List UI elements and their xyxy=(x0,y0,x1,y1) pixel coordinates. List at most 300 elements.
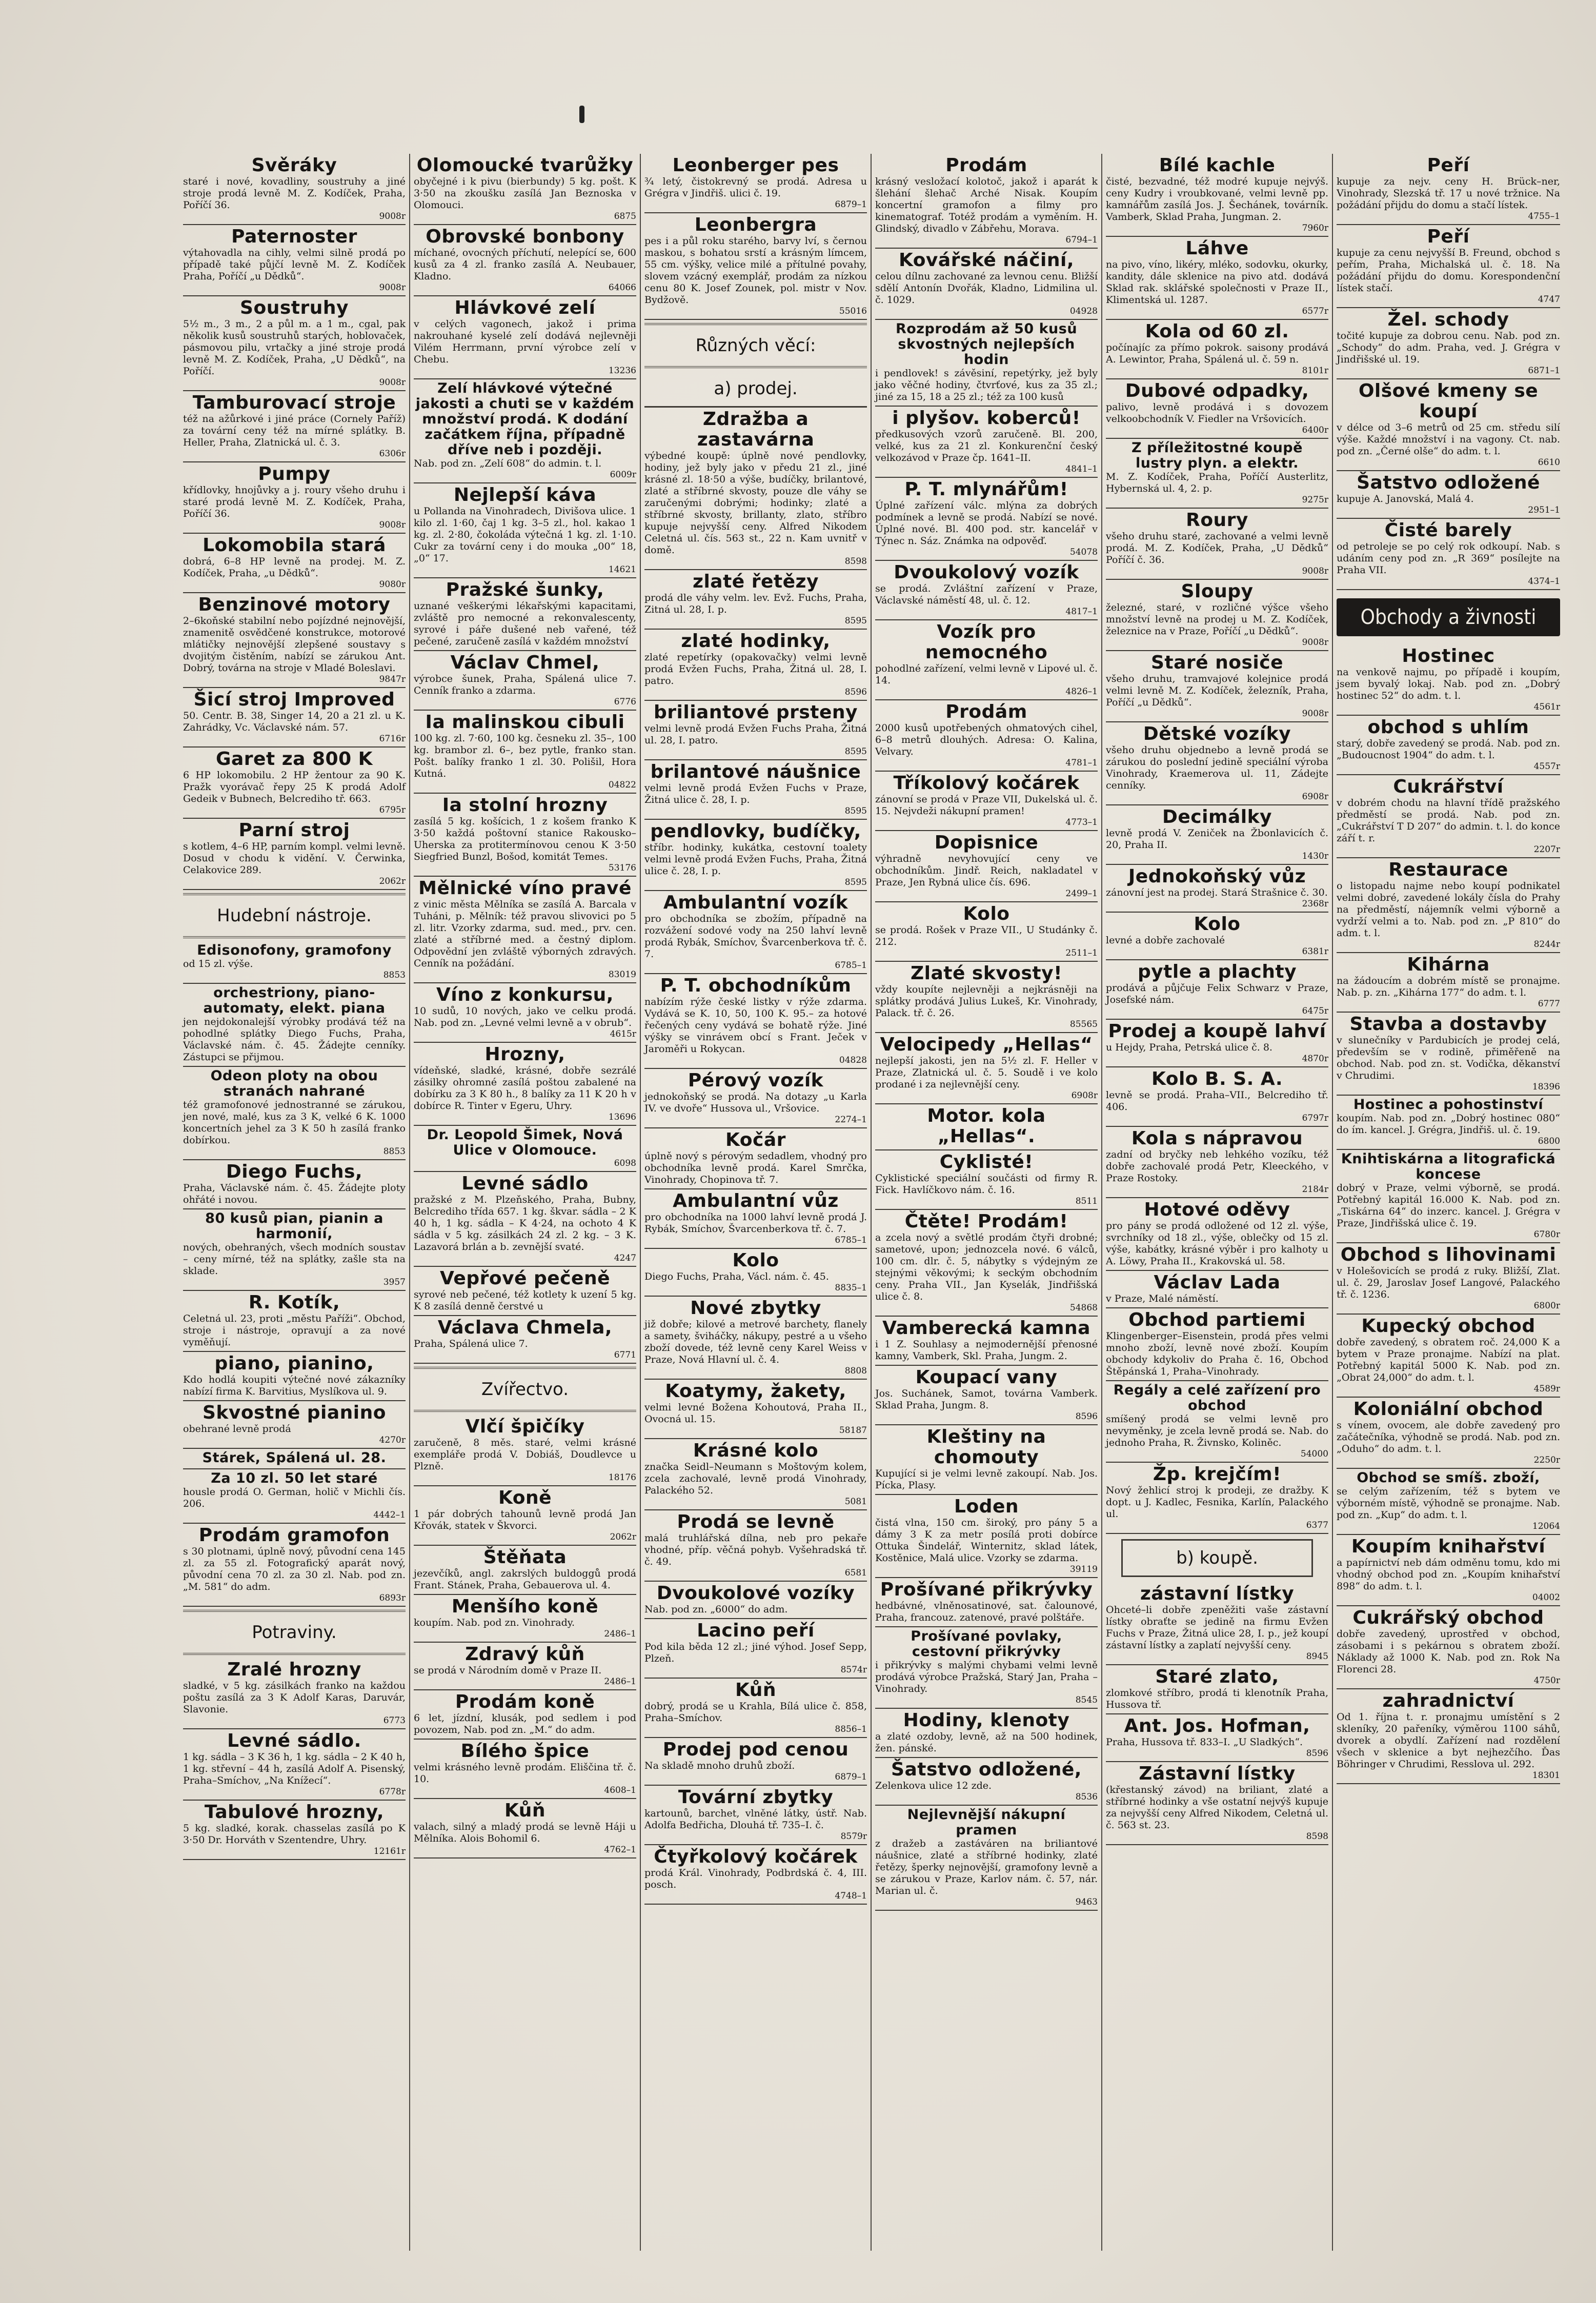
classified-ad xyxy=(644,1510,867,1582)
classified-ad xyxy=(183,819,406,890)
ad-reference-code: 2062r xyxy=(379,876,406,886)
classified-ad xyxy=(875,1317,1098,1366)
classified-ad xyxy=(1106,1665,1328,1714)
ad-body-text: velmi levně prodá Evžen Fuchs v Praze, Žitná ulice č. 28, I. p. xyxy=(644,782,867,805)
ad-headline: Šicí stroj Improved xyxy=(193,689,395,710)
classified-ad xyxy=(1337,775,1560,858)
classified-ad xyxy=(1106,1762,1328,1845)
ad-headline: Kůň xyxy=(735,1680,777,1701)
ad-headline: Čisté barely xyxy=(1384,520,1512,541)
ad-body-text: velmi krásného levně prodám. Eliščina tř. č. 10. xyxy=(414,1762,636,1785)
classified-ad xyxy=(644,1738,867,1786)
ad-headline: Koupací vany xyxy=(915,1367,1058,1388)
ad-body-text: 5 kg. sladké, korak. chasselas zasílá po K 3·50 Dr. Horváth v Szentendre, Uhry. xyxy=(183,1823,406,1846)
ad-reference-code: 54078 xyxy=(1069,547,1098,557)
classified-ad xyxy=(644,974,867,1069)
classified-ad xyxy=(183,296,406,391)
ad-headline: 80 kusů pian, pianin a harmonií, xyxy=(205,1210,383,1242)
ad-body-text: se prodá. Zvláštní zařízení v Praze, Václavské náměstí 48, ul. č. 12. xyxy=(875,583,1098,606)
ad-reference-code: 8596 xyxy=(1306,1748,1328,1759)
ad-headline: Nejlepší káva xyxy=(453,484,597,506)
ad-headline: Hostinec a pohostinství xyxy=(1353,1097,1544,1113)
classified-ad xyxy=(644,1439,867,1510)
ad-body-text: pro obchodníka na 1000 lahví levně prodá J. Rybák, Smíchov, Švarcenberkova tř. č. 7. xyxy=(644,1211,867,1235)
ad-reference-code: 6400r xyxy=(1302,425,1328,435)
ad-headline: Nové zbytky xyxy=(690,1298,821,1319)
ad-body-text: palivo, levně prodává i s dovozem velkoobchodník V. Fiedler na Vršovicích. xyxy=(1106,401,1328,425)
ad-headline: Restaurace xyxy=(1388,859,1508,880)
ad-headline: Láhve xyxy=(1185,238,1249,259)
classified-ad xyxy=(183,593,406,688)
ad-reference-code: 58187 xyxy=(839,1425,867,1436)
ad-reference-code: 8579r xyxy=(840,1831,867,1842)
ad-headline: Zlaté skvosty! xyxy=(911,963,1062,984)
ad-body-text: a zcela nový a světlé prodám čtyři drobné; sametové, upon; jednozcela nové. 6 válců, 100 cm. dlr. č. 5, nábytky s výdejným ze stejnými věkovými; k seckým obchodním ceny. Praha VII., Jan Kyselák, Jindřišská ulice č. 8. xyxy=(875,1232,1098,1302)
ad-headline: Stavba a dostavby xyxy=(1349,1014,1547,1035)
ad-body-text: výrobce šunek, Praha, Spálená ulice 7. Cenník franko a zdarma. xyxy=(414,673,636,696)
ad-headline: Diego Fuchs, xyxy=(226,1161,363,1182)
ad-body-text: 2–6koňské stabilní nebo pojízdné nejnovější, znamenitě osvědčené konstrukce, motorové mlátičky nejnovější zlepšené soustavy s dvojitým čistěním, nabízí se zárukou Ant. Dobrý, továrna na stroje v Mladé Boleslavi. xyxy=(183,615,406,674)
ad-reference-code: 4747 xyxy=(1538,294,1560,305)
ad-body-text: Nab. pod zn. „Zelí 608“ do admin. t. l. xyxy=(414,458,602,469)
ad-reference-code: 04822 xyxy=(608,780,636,790)
classified-ad xyxy=(183,1067,406,1160)
classified-ad xyxy=(1106,1067,1328,1127)
ad-body-text: levně se prodá. Praha–VII., Belcrediho tř. 406. xyxy=(1106,1089,1328,1113)
ad-headline: Koatymy, žakety, xyxy=(665,1381,846,1402)
classified-ad xyxy=(644,154,867,213)
ad-headline: Pérový vozík xyxy=(688,1070,824,1091)
classified-ad xyxy=(183,1449,406,1469)
ad-body-text: zasílá 5 kg. košícich, 1 z košem franko K 3·50 každá poštovní stanice Rakousko–Uherska za protitermínovou cenou K 3·50 Siegfried Bunzl, Bošod, komitát Temes. xyxy=(414,816,636,862)
ad-headline: brilantové náušnice xyxy=(650,761,861,782)
classified-ad xyxy=(183,1469,406,1524)
classified-ad xyxy=(644,1069,867,1128)
ad-reference-code: 2250r xyxy=(1533,1455,1560,1465)
ad-headline: Zdražba a zastavárna xyxy=(697,409,815,450)
classified-ad xyxy=(644,1582,867,1619)
ad-body-text: a zlaté ozdoby, levně, až na 500 hodinek, žen. pánské. xyxy=(875,1731,1098,1754)
classified-ad xyxy=(644,1249,867,1297)
ad-body-text: všeho druhu, tramvajové kolejnice prodá velmi levně M. Z. Kodíček, železník, Praha, Poříčí „u Dědků“. xyxy=(1106,673,1328,708)
ad-body-text: dobře zavedený, s obratem roč. 24,000 K a bytem v Praze pronajme. Nabízí na plat. Potřebný kapitál 5000 K. Nab. pod zn. „Obrat 24,000“ do adm. t. l. xyxy=(1337,1337,1560,1383)
ad-headline: Zelí hlávkové výtečné jakosti a chuti se v každém množství prodá. K dodání začátkem října, případně dříve neb i později. xyxy=(415,380,635,458)
classified-ad xyxy=(414,1643,636,1690)
ad-headline: Prodám gramofon xyxy=(198,1525,390,1546)
classified-ad xyxy=(414,711,636,794)
ad-body-text: Diego Fuchs, Praha, Václ. nám. č. 45. xyxy=(644,1271,829,1282)
classified-ad xyxy=(1337,1315,1560,1398)
classified-ad xyxy=(414,154,636,225)
ad-headline: Loden xyxy=(954,1496,1019,1517)
ad-body-text: 10 sudů, 10 nových, jako ve celku prodá. Nab. pod zn. „Levné velmi levně a v obrub“. xyxy=(414,1005,636,1028)
ad-reference-code: 4773–1 xyxy=(1065,817,1098,827)
ad-body-text: levně prodá V. Zeniček na Žbonlavicích č. 20, Praha II. xyxy=(1106,827,1328,851)
ad-body-text: Klingenberger–Eisenstein, prodá přes velmi mnoho zboží, levně nové zboží. Koupím obchody kdykoliv do Praha č. 16, Obchod Štěpánská 1, Praha–Vinohrady. xyxy=(1106,1330,1328,1377)
ad-body-text: Praha, Hussova tř. 833–I. „U Sladkých“. xyxy=(1106,1736,1303,1748)
ad-reference-code: 2368r xyxy=(1302,899,1328,909)
ad-headline: Kolo xyxy=(1194,914,1241,935)
ad-body-text: Na skladě mnoho druhů zboží. xyxy=(644,1760,795,1771)
ad-reference-code: 4442–1 xyxy=(373,1510,406,1520)
ad-reference-code: 9080r xyxy=(379,579,406,590)
ad-body-text: Od 1. října t. r. pronajmu umístění s 2 skleníky, 20 pařeníky, výměrou 1100 sáhů, dvorek a obydlí. Zařízení nad rozdělení všech v sklenice a byt nejhezčího. Ďas Böhringer v Chrudimi, Resslova ul. 292. xyxy=(1337,1711,1560,1770)
ad-headline: Vozík pro nemocného xyxy=(925,621,1048,663)
classified-ad xyxy=(1337,154,1560,225)
classified-ad xyxy=(1106,1714,1328,1762)
classified-ad xyxy=(1106,1381,1328,1463)
ad-reference-code: 8598 xyxy=(844,556,867,567)
ad-body-text: též na ažůrkové i jiné práce (Cornely Paříž) za tovární ceny též na mírné splátky. B. Heller, Praha, Zlatnická ul. č. 3. xyxy=(183,413,406,448)
ad-body-text: Nab. pod zn. „6000“ do adm. xyxy=(644,1604,788,1615)
classified-ad xyxy=(1106,1463,1328,1534)
ad-headline: Peří xyxy=(1427,155,1470,176)
ad-body-text: pražské z M. Plzeňského, Praha, Bubny, Belcrediho třída 657. 1 kg. škvar. sádla – 2 K 40 h, 1 kg. sádla – K 4·24, na ochoto 4 K sádla v 5 kg. zásilkách 24 zl. 2 kg. – 3 K. Lazavorá brlán a b. zevnější svaté. xyxy=(414,1194,636,1252)
ad-reference-code: 8536 xyxy=(1075,1792,1098,1802)
classified-ad xyxy=(875,1210,1098,1317)
column-6 xyxy=(1333,154,1564,2251)
ad-reference-code: 04828 xyxy=(839,1055,867,1065)
ad-headline: Hotové oděvy xyxy=(1144,1199,1290,1220)
ad-reference-code: 9008r xyxy=(1302,637,1328,648)
ad-headline: Vepřové pečeně xyxy=(440,1268,610,1289)
ad-headline: Knihtiskárna a litografická koncese xyxy=(1341,1151,1556,1182)
classified-ad xyxy=(414,1415,636,1486)
ad-reference-code: 4762–1 xyxy=(604,1845,636,1855)
ad-body-text: obyčejné i k pivu (bierbundy) 5 kg. pošt. K 3·50 na zkoušku zasílá Jan Beznoska v Olomouci. xyxy=(414,176,636,211)
ad-body-text: z vinic města Mělníka se zasílá A. Barcala v Tuháni, p. Mělník: též pravou slivovici po 5 zl. litr. Vzorky zdarma, sud. med., prv. cen. zlaté a stříbrné med. a čestný diplom. Odpovědní jen zvláště výborných zdravých. Cenník na požádání. xyxy=(414,899,636,969)
ad-headline: Zástavní lístky xyxy=(1139,1763,1296,1784)
ad-headline: zlaté hodinky, xyxy=(681,631,831,652)
ad-body-text: od petroleje se po celý rok odkoupí. Nab. s udáním ceny pod zn. „R 369“ posílejte na Praha VII. xyxy=(1337,541,1560,576)
column-4 xyxy=(872,154,1102,2251)
ad-reference-code: 6871–1 xyxy=(1528,366,1560,376)
classified-ad xyxy=(183,1801,406,1860)
ad-reference-code: 6800 xyxy=(1538,1136,1560,1146)
ad-reference-code: 8856–1 xyxy=(835,1724,867,1734)
classified-ad xyxy=(1337,379,1560,471)
print-mark xyxy=(579,106,584,123)
ad-body-text: s vínem, ovocem, ale dobře zavedený pro začátečníka, výhodně se prodá. Nab. pod zn. „Oduho“ do adm. t. l. xyxy=(1337,1420,1560,1454)
classified-ad xyxy=(875,320,1098,407)
ad-headline: obchod s uhlím xyxy=(1367,717,1529,738)
ad-headline: Kůň xyxy=(504,1800,546,1821)
ad-reference-code: 12064 xyxy=(1532,1521,1560,1531)
ad-body-text: v Holešovicích se prodá z ruky. Bližší, Zlat. ul. č. 29, Jaroslav Josef Langové, Palackého tř. č. 1236. xyxy=(1337,1265,1560,1300)
ad-reference-code: 6893r xyxy=(379,1593,406,1603)
ad-reference-code: 7960r xyxy=(1302,223,1328,233)
ad-body-text: z dražeb a zastáváren na briliantové náušnice, zlaté a stříbrné hodinky, zlaté řetězy, šperky nejnovější, gramofony levně a se zárukou v Praze, Karlov nám. č. 57, nár. Marian ul. č. xyxy=(875,1838,1098,1896)
classified-ad xyxy=(875,1806,1098,1911)
classified-ad xyxy=(1337,519,1560,590)
ad-reference-code: 18176 xyxy=(608,1472,636,1483)
ad-headline: Ambulantní vozík xyxy=(663,892,848,913)
classified-ad xyxy=(414,794,636,877)
classified-ad xyxy=(183,748,406,819)
ad-body-text: se prodá. Rošek v Praze VII., U Studánky č. 212. xyxy=(875,924,1098,947)
ad-body-text: se celým zařízením, též s bytem ve výborném místě, výhodně se pronajme. Nab. pod zn. „Kup“ do adm. t. l. xyxy=(1337,1486,1560,1521)
ad-headline: Ambulantní vůz xyxy=(673,1190,839,1211)
classified-ad xyxy=(414,1486,636,1546)
ad-headline: Rozprodám až 50 kusů skvostných nejlepších hodin xyxy=(895,321,1078,368)
ad-reference-code: 9008r xyxy=(379,377,406,388)
classified-ad xyxy=(414,483,636,578)
column-2 xyxy=(410,154,641,2251)
ad-body-text: stříbr. hodinky, kukátka, cestovní toalety velmi levně prodá Evžen Fuchs, Praha, Žitná ulice č. 28, I. p. xyxy=(644,842,867,877)
ad-body-text: nabízím rýže české listky v rýže zdarma. Vydává se K. 10, 50, 100 K. 95.– za hotové řečených ceny vydává se bohatě rýže. Jiné výšky se vinrávem obcí s Frant. Ječek v Jaroměři u Rokycan. xyxy=(644,996,867,1055)
ad-headline: Hodiny, klenoty xyxy=(903,1710,1070,1731)
ad-body-text: kupuje za cenu nejvyšší B. Freund, obchod s peřím, Praha, Michalská ul. č. 18. Na požádání přijdu do domu. Korespondenční lístek stačí. xyxy=(1337,247,1560,294)
ad-body-text: již dobře; kilové a metrové barchety, flanely a samety, šviháčky, nákupy, pestré a u všeho zboží dovede, též levně ceny Karel Weiss v Praze, Nová Hlavní ul. č. 4. xyxy=(644,1319,867,1365)
ad-headline: Cukrářství xyxy=(1393,776,1504,797)
classified-ad xyxy=(644,891,867,974)
ad-reference-code: 6780r xyxy=(1533,1229,1560,1240)
ad-body-text: pro pány se prodá odložené od 12 zl. výše, svrchníky od 18 zl., výše, oblečky od 15 zl. výše, kabátky, krásné výběr i pro kalhoty u A. Löwy, Praha II., Krakovská ul. 58. xyxy=(1106,1220,1328,1267)
classified-ad xyxy=(1337,953,1560,1013)
column-1 xyxy=(179,154,410,2251)
ad-headline: Čtěte! Prodám! xyxy=(904,1211,1068,1232)
classified-ad xyxy=(414,1172,636,1267)
ad-reference-code: 2062r xyxy=(610,1532,636,1542)
ad-body-text: obehrané levně prodá xyxy=(183,1423,291,1435)
ad-reference-code: 39119 xyxy=(1069,1564,1098,1574)
ad-headline: Ia stolní hrozny xyxy=(442,795,608,816)
ad-headline: Žp. krejčím! xyxy=(1153,1464,1282,1485)
ad-reference-code: 9008r xyxy=(379,282,406,293)
ad-reference-code: 4841–1 xyxy=(1065,464,1098,474)
ad-reference-code: 85565 xyxy=(1069,1019,1098,1029)
ad-headline: Sloupy xyxy=(1181,581,1254,602)
classified-ad xyxy=(1337,1606,1560,1689)
ad-body-text: velmi levné Božena Kohoutová, Praha II., Ovocná ul. 15. xyxy=(644,1402,867,1425)
ad-reference-code: 2499–1 xyxy=(1065,888,1098,899)
ad-headline: Staré nosiče xyxy=(1150,652,1284,673)
classified-ad xyxy=(414,1799,636,1858)
ad-body-text: v dobrém chodu na hlavní třídě pražského předměstí se prodá. Nab. pod zn. „Cukrářství T D 207“ do admin. t. l. do konce září t. r. xyxy=(1337,797,1560,844)
classified-ad xyxy=(183,462,406,534)
ad-headline: Leonbergra xyxy=(694,214,817,235)
ad-body-text: sladké, v 5 kg. zásilkách franko na každou poštu zasílá za 3 K Adolf Karas, Daruvár, Slavonie. xyxy=(183,1680,406,1715)
ad-reference-code: 54000 xyxy=(1300,1449,1328,1459)
classified-ad xyxy=(875,1033,1098,1104)
classified-ad xyxy=(1337,1469,1560,1535)
classified-ad xyxy=(183,688,406,748)
column-3 xyxy=(641,154,872,2251)
column-5 xyxy=(1102,154,1333,2251)
classified-ad xyxy=(1106,722,1328,805)
ad-body-text: Cyklistické speciální součásti od firmy R. Fick. Havlíčkovo nám. č. 16. xyxy=(875,1173,1098,1196)
ad-reference-code: 8101r xyxy=(1302,366,1328,376)
ad-reference-code: 6098 xyxy=(614,1158,636,1168)
ad-body-text: ¾ letý, čistokrevný se prodá. Adresa u Grégra v Jindřiš. ulici č. 19. xyxy=(644,176,867,199)
category-banner: Obchody a živnosti xyxy=(1337,598,1560,636)
ad-body-text: u Pollanda na Vinohradech, Divišova ulice. 1 kilo zl. 1·60, čaj 1 kg. 3–5 zl., hol. kakao 1 kg. zl. 2·80, čokoláda výtečná 1 kg. zl. 1·10. Cukr za tovární ceny i do mouka „00“ 18, „0“ 17. xyxy=(414,506,636,564)
ad-reference-code: 6778r xyxy=(379,1787,406,1797)
classified-ad xyxy=(1337,858,1560,953)
section-heading: Různých věcí: xyxy=(644,323,867,368)
ad-headline: Prodám xyxy=(945,701,1027,722)
classified-ad xyxy=(414,1267,636,1316)
ad-body-text: M. Z. Kodíček, Praha, Poříčí Austerlitz, Hybernská ul. 4, 2. p. xyxy=(1106,471,1328,494)
ad-headline: Prodám koně xyxy=(455,1691,595,1712)
ad-reference-code: 6381r xyxy=(1302,946,1328,957)
ad-reference-code: 2951–1 xyxy=(1528,505,1560,515)
ad-headline: Kleštiny na chomouty xyxy=(926,1426,1046,1468)
ad-headline: Mělnické víno pravé xyxy=(418,878,632,899)
ad-body-text: Zelenkova ulice 12 zde. xyxy=(875,1780,992,1791)
ad-headline: Kupecký obchod xyxy=(1361,1316,1536,1337)
ad-headline: Lacino peří xyxy=(697,1620,815,1641)
classified-ad xyxy=(1106,509,1328,580)
classified-ad xyxy=(183,1401,406,1449)
ad-body-text: krásný vesložací kolotoč, jakož i aparát k šlehání šlehač Arché Nisak. Koupím koncertní gramofon a filmy pro kinematograf. Totéž prodám a vyměním. H. Glindský, divadlo v Zábřehu, Morava. xyxy=(875,176,1098,234)
classified-ad xyxy=(414,296,636,379)
classified-ad xyxy=(183,1658,406,1729)
ad-headline: Kola od 60 zl. xyxy=(1145,321,1289,342)
ad-body-text: v slunečníky v Pardubicích je prodej celá, především se v rodině, přiměřeně na obchod. Nab. pod zn. st. Vodička, děkanství v Chrudimi. xyxy=(1337,1035,1560,1081)
ad-reference-code: 6908r xyxy=(1071,1090,1098,1101)
classified-ad xyxy=(644,1679,867,1738)
ad-reference-code: 4615r xyxy=(610,1029,636,1039)
ad-reference-code: 6377 xyxy=(1306,1520,1328,1530)
ad-headline: piano, pianino, xyxy=(214,1353,374,1374)
ad-headline: P. T. mlynářům! xyxy=(904,479,1068,500)
classified-ad xyxy=(644,820,867,891)
ad-body-text: od 15 zl. výše. xyxy=(183,958,253,969)
ad-reference-code: 53176 xyxy=(608,863,636,873)
ad-headline: Levné sádlo. xyxy=(227,1730,361,1751)
classified-ad xyxy=(875,478,1098,561)
ad-reference-code: 6773 xyxy=(383,1715,406,1726)
ad-headline: Edisonofony, gramofony xyxy=(197,942,392,958)
ad-reference-code: 6879–1 xyxy=(835,199,867,210)
ad-body-text: s 30 plotnami, úplně nový, původní cena 145 zl. za 55 zl. Fotografický aparát nový, původní cena 70 zl. za 30 zl. Nab. pod zn. „M. 581“ do adm. xyxy=(183,1546,406,1592)
ad-headline: Staré zlato, xyxy=(1155,1666,1279,1687)
ad-body-text: koupím. Nab. pod zn. „Dobrý hostinec 080“ do ím. kancel. J. Grégra, Jindřiš. ul. č. 19. xyxy=(1337,1113,1560,1136)
ad-reference-code: 9275r xyxy=(1302,495,1328,505)
ad-reference-code: 6800r xyxy=(1533,1301,1560,1311)
ad-headline: Prodá se levně xyxy=(677,1511,835,1532)
ad-body-text: vídeňské, sladké, krásné, dobře sezrálé zásilky ohromné zasílá poštou zabalené na dobírku za 3 K 80 h., 8 balíky za 11 K 20 h v dobírce R. Tinter v Egeru, Uhry. xyxy=(414,1065,636,1112)
ad-reference-code: 18301 xyxy=(1532,1770,1560,1781)
ad-body-text: i pendlovek! s závěsiní, repetýrky, jež byly jako věčné hodiny, čtvrťové, kus za 35 zl.; jiné za 15, 18 a 25 zl.; též za 100 kusů xyxy=(875,368,1098,402)
ad-body-text: Praha, Spálená ulice 7. xyxy=(414,1338,528,1349)
ad-headline: Motor. kola „Hellas“. xyxy=(927,1105,1046,1147)
classified-ad xyxy=(875,1104,1098,1150)
classified-ad xyxy=(414,1043,636,1126)
ad-body-text: Ohceté–li dobře zpeněžiti vaše zástavní lístky obraťte se jedině na firmu Evžen Fuchs v Praze, Žitná ulice 28, I. p., jež koupí zástavní lístky a zaplatí nejvyšší ceny. xyxy=(1106,1604,1328,1651)
ad-body-text: s kotlem, 4–6 HP, parním kompl. velmi levně. Dosud v chodu k vidění. V. Čerwinka, Celakovice 289. xyxy=(183,841,406,876)
ad-reference-code: 04928 xyxy=(1069,306,1098,316)
ad-reference-code: 8595 xyxy=(844,806,867,816)
classified-ad xyxy=(644,701,867,760)
ad-body-text: Celetná ul. 23, proti „městu Paříži“. Obchod, stroje i nástroje, opravují a za nové vyměňují. xyxy=(183,1313,406,1348)
classified-ad xyxy=(644,1128,867,1189)
classified-ad xyxy=(183,1209,406,1291)
ad-reference-code: 9463 xyxy=(1075,1897,1098,1907)
classified-ad xyxy=(1337,1150,1560,1243)
ad-body-text: zaručeně, 8 měs. staré, velmi krásné exempláře prodá V. Dobiáš, Doudlevce u Plzně. xyxy=(414,1437,636,1472)
ad-body-text: vždy koupíte nejlevněji a nejkrásněji na splátky prodává Julius Lukeš, Kr. Vinohrady, Palack. tř. č. 26. xyxy=(875,984,1098,1019)
ad-reference-code: 13236 xyxy=(608,366,636,376)
ad-headline: Hrozny, xyxy=(484,1044,565,1065)
classified-ad xyxy=(183,1524,406,1607)
ad-headline: Pumpy xyxy=(258,463,331,484)
ad-headline: Stárek, Spálená ul. 28. xyxy=(202,1450,387,1466)
classified-ad xyxy=(644,408,867,570)
ad-headline: Prošívané povlaky, cestovní přikrývky xyxy=(911,1628,1062,1660)
ad-body-text: počínajíc za přímo pokrok. saisony prodává A. Lewintor, Praha, Spálená ul. č. 59 n. xyxy=(1106,342,1328,365)
ad-body-text: hedbávné, vlněnosatinové, sat. čalounové, Praha, francouz. zatenové, pravé polštáře. xyxy=(875,1600,1098,1623)
classified-ad xyxy=(183,534,406,593)
classified-ad xyxy=(644,630,867,701)
ad-headline: Čtyřkolový kočárek xyxy=(654,1846,858,1867)
ad-body-text: smíšený prodá se velmi levně pro nevyměnky, je zcela levně prodá se. Nab. do jednoho Praha, R. Živnsko, Koliněc. xyxy=(1106,1413,1328,1448)
ad-reference-code: 2274–1 xyxy=(835,1115,867,1125)
ad-headline: Obchod se smíš. zboží, xyxy=(1357,1470,1540,1486)
ad-reference-code: 5081 xyxy=(844,1497,867,1507)
ad-headline: zástavní lístky xyxy=(1140,1583,1295,1604)
ad-reference-code: 14621 xyxy=(608,564,636,575)
classified-ad xyxy=(414,877,636,983)
ad-body-text: zadní od bryčky neb lehkého vozíku, též dobře zachovalé prodá Petr, Kleeckého, v Praze Rostoky. xyxy=(1106,1149,1328,1184)
classified-ad xyxy=(1106,651,1328,722)
classified-ad xyxy=(414,1595,636,1643)
ad-body-text: malá truhlářská dílna, neb pro pekaře vhodné, příp. věčná pohyb. Vyšehradská tř. č. 49. xyxy=(644,1532,867,1567)
ad-headline: Prodej a koupě lahví xyxy=(1108,1021,1326,1042)
ad-reference-code: 6785–1 xyxy=(835,960,867,971)
ad-reference-code: 9008r xyxy=(379,520,406,530)
ad-body-text: jen nejdokonalejší výrobky prodává též na pohodlné splátky Diego Fuchs, Praha, Václavské nám. č. 45. Žádejte cenníky. Zástupci se přijmou. xyxy=(183,1016,406,1063)
ad-headline: Levné sádlo xyxy=(461,1173,589,1194)
classified-ad xyxy=(875,561,1098,620)
classified-ad xyxy=(1106,865,1328,913)
ad-body-text: na pivo, víno, likéry, mléko, sodovku, okurky, kandity, dále sklenice na pivo atd. dodává Sklad rak. sklářské společnosti v Praze II., Klimentská ul. 1287. xyxy=(1106,259,1328,306)
ad-headline: Koloniální obchod xyxy=(1353,1399,1544,1420)
ad-headline: Koupím knihařství xyxy=(1351,1536,1546,1557)
ad-headline: Dvoukolové vozíky xyxy=(656,1583,855,1604)
ad-body-text: čisté, bezvadné, též modré kupuje nejvýš. ceny Kudry i vroubkované, velmi levně pp. kamnářům zasílá Jos. J. Šechánek, továrník. Vamberk, Sklad Praha, Jungman. 2. xyxy=(1106,176,1328,223)
ad-headline: Ant. Jos. Hofman, xyxy=(1124,1715,1310,1736)
ad-body-text: Úplné zařízení válc. mlýna za dobrých podmínek a levně se prodá. Nabízí se nové. Úplné nové. Bl. 400 pod. str. kancelář v Týnec n. Sáz. Známka na odpověď. xyxy=(875,500,1098,547)
ad-headline: Kola s nápravou xyxy=(1131,1128,1303,1149)
ad-body-text: pro obchodníka se zbožím, případně na rozvážení sodové vody na 250 lahví levně prodá Rybák, Smíchov, Švarcenberkova tř. č. 7. xyxy=(644,913,867,960)
ad-reference-code: 6795r xyxy=(379,805,406,815)
ad-reference-code: 8595 xyxy=(844,616,867,626)
ad-body-text: 1 pár dobrých tahounů levně prodá Jan Křovák, statek v Škvorci. xyxy=(414,1508,636,1531)
ad-body-text: dobře zavedený, uprostřed v obchod, zásobami i s pekárnou s obratem zboží. Náklady až 1000 K. Nab. pod zn. Rok Na Florenci 28. xyxy=(1337,1628,1560,1675)
ad-headline: Garet za 800 K xyxy=(215,749,373,770)
ad-headline: Kolo xyxy=(963,903,1010,924)
ad-reference-code: 2184r xyxy=(1302,1184,1328,1195)
classified-grid xyxy=(179,154,1564,2251)
ad-body-text: dobrý v Praze, velmi výborně, se prodá. Potřebný kapitál 16.000 K. Nab. pod zn. „Tiskárna 64“ do inzerc. kancel. J. Grégra v Praze, Jindřišská ulice č. 19. xyxy=(1337,1182,1560,1229)
ad-reference-code: 8853 xyxy=(383,970,406,980)
ad-body-text: 6 HP lokomobilu. 2 HP žentour za 90 K. Pražk vyorávač řepy 25 K prodá Adolf Gedeik v Bubnech, Belcrediho tř. 663. xyxy=(183,770,406,804)
ad-headline: Odeon ploty na obou stranách nahrané xyxy=(210,1068,378,1099)
ad-reference-code: 4750r xyxy=(1533,1675,1560,1686)
ad-body-text: úplně nový s pérovým sedadlem, vhodný pro obchodníka levně prodá. Karel Smrčka, Vinohrady, Chopinova tř. 7. xyxy=(644,1150,867,1185)
ad-headline: Dvoukolový vozík xyxy=(894,562,1079,583)
ad-body-text: prodává a půjčuje Felix Schwarz v Praze, Josefské nám. xyxy=(1106,982,1328,1005)
ad-headline: Obchod s lihovinami xyxy=(1340,1244,1557,1265)
ad-body-text: u Hejdy, Praha, Petrská ulice č. 8. xyxy=(1106,1042,1272,1053)
section-heading: Zvířectvo. xyxy=(414,1367,636,1412)
ad-headline: Tříkolový kočárek xyxy=(893,773,1080,794)
classified-ad xyxy=(1106,913,1328,960)
classified-ad xyxy=(414,1740,636,1799)
classified-ad xyxy=(875,1627,1098,1709)
